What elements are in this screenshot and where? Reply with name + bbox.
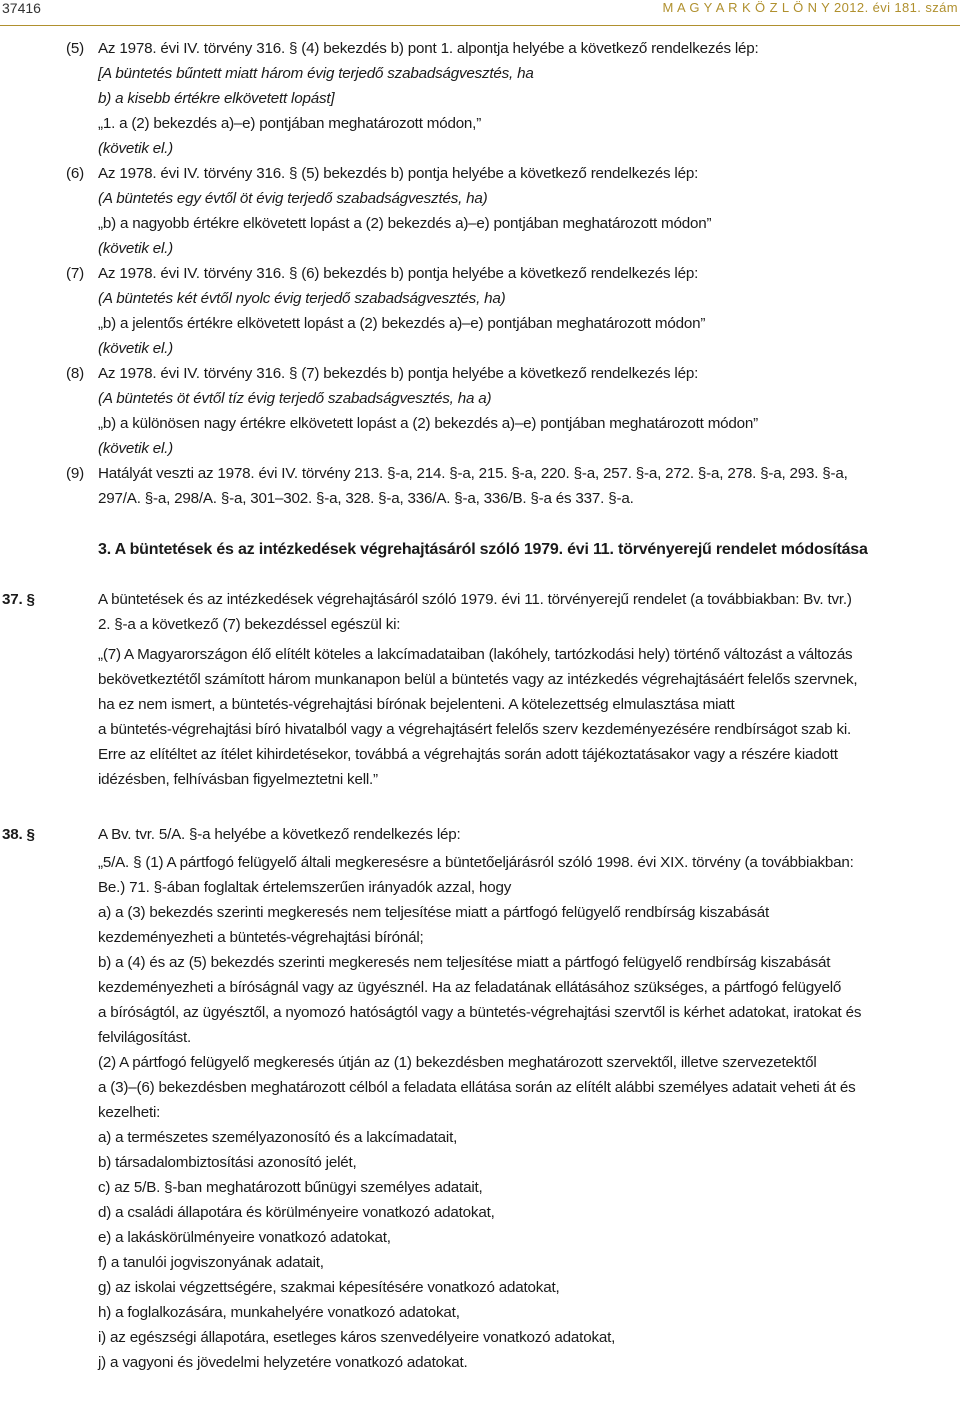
amend8-follow: (követik el.) (98, 440, 174, 457)
amend7-follow: (követik el.) (98, 340, 174, 357)
amend8-label: (8) (66, 365, 84, 382)
section-38-body-line: „5/A. § (1) A pártfogó felügyelő általi megkeresésre a büntetőeljárásról szóló 1998. évi XIX. törvény (a továbbiakban: (98, 854, 854, 871)
amend7-quote: „b) a jelentős értékre elkövetett lopást a (2) bekezdés a)–e) pontjában meghatározott módon” (98, 315, 706, 332)
section-38-body-line: a) a (3) bekezdés szerinti megkeresés nem teljesítése miatt a pártfogó felügyelő rendbírság kiszabását (98, 904, 769, 921)
section-37-quote-line: Erre az elítéltet az ítélet kihirdetésekor, továbbá a végrehajtás során adott tájékoztatásakor vagy a részére kiadott (98, 746, 838, 763)
list-item: e) a lakáskörülményeire vonatkozó adatokat, (98, 1229, 391, 1246)
amend8-italic-1: (A büntetés öt évtől tíz évig terjedő szabadságvesztés, ha a) (98, 390, 492, 407)
list-item: f) a tanulói jogviszonyának adatait, (98, 1254, 324, 1271)
section-37-quote-line: „(7) A Magyarországon élő elítélt köteles a lakcímadataiban (lakóhely, tartózkodási hely) történő változást a változás (98, 646, 853, 663)
amend7-label: (7) (66, 265, 84, 282)
amend5-italic-1: [A büntetés bűntett miatt három évig terjedő szabadságvesztés, ha (98, 65, 534, 82)
amend5-italic-2: b) a kisebb értékre elkövetett lopást] (98, 90, 335, 107)
section-38-body-line: kezelheti: (98, 1104, 161, 1121)
amend9-line-2: 297/A. §-a, 298/A. §-a, 301–302. §-a, 328. §-a, 336/A. §-a, 336/B. §-a és 337. §-a. (98, 490, 634, 507)
amend5-quote: „1. a (2) bekezdés a)–e) pontjában meghatározott módon,” (98, 115, 482, 132)
section-38-body-line: b) a (4) és az (5) bekezdés szerinti megkeresés nem teljesítése miatt a pártfogó felügyelő rendbírság kiszabását (98, 954, 831, 971)
amend9-label: (9) (66, 465, 84, 482)
section-38-body-line: felvilágosítást. (98, 1029, 192, 1046)
amend6-quote: „b) a nagyobb értékre elkövetett lopást a (2) bekezdés a)–e) pontjában meghatározott módon” (98, 215, 712, 232)
amend6-label: (6) (66, 165, 84, 182)
section-38-body-line: Be.) 71. §-ában foglaltak értelemszerűen irányadók azzal, hogy (98, 879, 512, 896)
page-number: 37416 (2, 0, 41, 16)
section-38-body-line: kezdeményezheti a bíróságnál vagy az ügyésznél. Ha az feladatának ellátásához szükséges, a pártfogó felügyelő (98, 979, 842, 996)
list-item: b) társadalombiztosítási azonosító jelét, (98, 1154, 357, 1171)
section-37-quote-line: a büntetés-végrehajtási bíró hivatalból vagy a végrehajtásért felelős szerv kezdeményezésére rendbírságot szab ki. (98, 721, 852, 738)
amend8-intro: Az 1978. évi IV. törvény 316. § (7) bekezdés b) pontja helyébe a következő rendelkezés lép: (98, 365, 699, 382)
amend7-intro: Az 1978. évi IV. törvény 316. § (6) bekezdés b) pontja helyébe a következő rendelkezés lép: (98, 265, 699, 282)
list-item: g) az iskolai végzettségére, szakmai képesítésére vonatkozó adatokat, (98, 1279, 560, 1296)
page-header (0, 0, 960, 30)
chapter-heading: 3. A büntetések és az intézkedések végrehajtásáról szóló 1979. évi 11. törvényerejű rendelet módosítása (98, 541, 868, 558)
section-37-line-2: 2. §-a a következő (7) bekezdéssel egészül ki: (98, 616, 401, 633)
amend5-label: (5) (66, 40, 84, 57)
section-37-quote-line: ha ez nem ismert, a büntetés-végrehajtási bírónak bejelenteni. A kötelezettség elmulasztása miatt (98, 696, 735, 713)
list-item: i) az egészségi állapotára, esetleges káros szenvedélyeire vonatkozó adatokat, (98, 1329, 616, 1346)
section-37-quote-line: idézésben, felhívásban figyelmeztetni kell.” (98, 771, 378, 788)
section-38-body-line: kezdeményezheti a büntetés-végrehajtási bírónál; (98, 929, 424, 946)
section-37-line-1: A büntetések és az intézkedések végrehajtásáról szóló 1979. évi 11. törvényerejű rendelet (a továbbiakban: Bv. tvr.) (98, 591, 852, 608)
section-38-number: 38. § (2, 826, 35, 843)
header-divider (0, 25, 960, 26)
list-item: c) az 5/B. §-ban meghatározott bűnügyi személyes adatait, (98, 1179, 483, 1196)
amend6-follow: (követik el.) (98, 240, 174, 257)
journal-issue: 2012. évi 181. szám (834, 0, 958, 15)
section-38-body-line: a bíróságtól, az ügyésztől, a nyomozó hatóságtól vagy a büntetés-végrehajtási szervtől is kérhet adatokat, iratokat és (98, 1004, 862, 1021)
amend9-line-1: Hatályát veszti az 1978. évi IV. törvény 213. §-a, 214. §-a, 215. §-a, 220. §-a, 257. §-a, 272. §-a, 278. §-a, 293. §-a, (98, 465, 848, 482)
section-38-body-line: a (3)–(6) bekezdésben meghatározott célból a feladata ellátása során az elítélt alábbi személyes adatait veheti át és (98, 1079, 856, 1096)
section-38-body-line: (2) A pártfogó felügyelő megkeresés útján az (1) bekezdésben meghatározott szervektől, illetve szervezetektől (98, 1054, 817, 1071)
amend5-follow: (követik el.) (98, 140, 174, 157)
amend5-intro: Az 1978. évi IV. törvény 316. § (4) bekezdés b) pont 1. alpontja helyébe a következő rendelkezés lép: (98, 40, 759, 57)
section-37-number: 37. § (2, 591, 35, 608)
journal-name: M A G Y A R K Ö Z L Ö N Y (662, 0, 831, 15)
amend7-italic-1: (A büntetés két évtől nyolc évig terjedő szabadságvesztés, ha) (98, 290, 506, 307)
list-item: a) a természetes személyazonosító és a lakcímadatait, (98, 1129, 458, 1146)
amend6-intro: Az 1978. évi IV. törvény 316. § (5) bekezdés b) pontja helyébe a következő rendelkezés lép: (98, 165, 699, 182)
journal-title (663, 0, 959, 15)
list-item: h) a foglalkozására, munkahelyére vonatkozó adatokat, (98, 1304, 460, 1321)
list-item: d) a családi állapotára és körülményeire vonatkozó adatokat, (98, 1204, 495, 1221)
list-item: j) a vagyoni és jövedelmi helyzetére vonatkozó adatokat. (98, 1354, 468, 1371)
section-38-line-1: A Bv. tvr. 5/A. §-a helyébe a következő rendelkezés lép: (98, 826, 461, 843)
amend6-italic-1: (A büntetés egy évtől öt évig terjedő szabadságvesztés, ha) (98, 190, 488, 207)
section-37-quote-line: bekövetkeztétől számított három munkanapon belül a büntetés vagy az intézkedés végrehajtásáért felelős szervnek, (98, 671, 858, 688)
amend8-quote: „b) a különösen nagy értékre elkövetett lopást a (2) bekezdés a)–e) pontjában meghatározott módon” (98, 415, 759, 432)
